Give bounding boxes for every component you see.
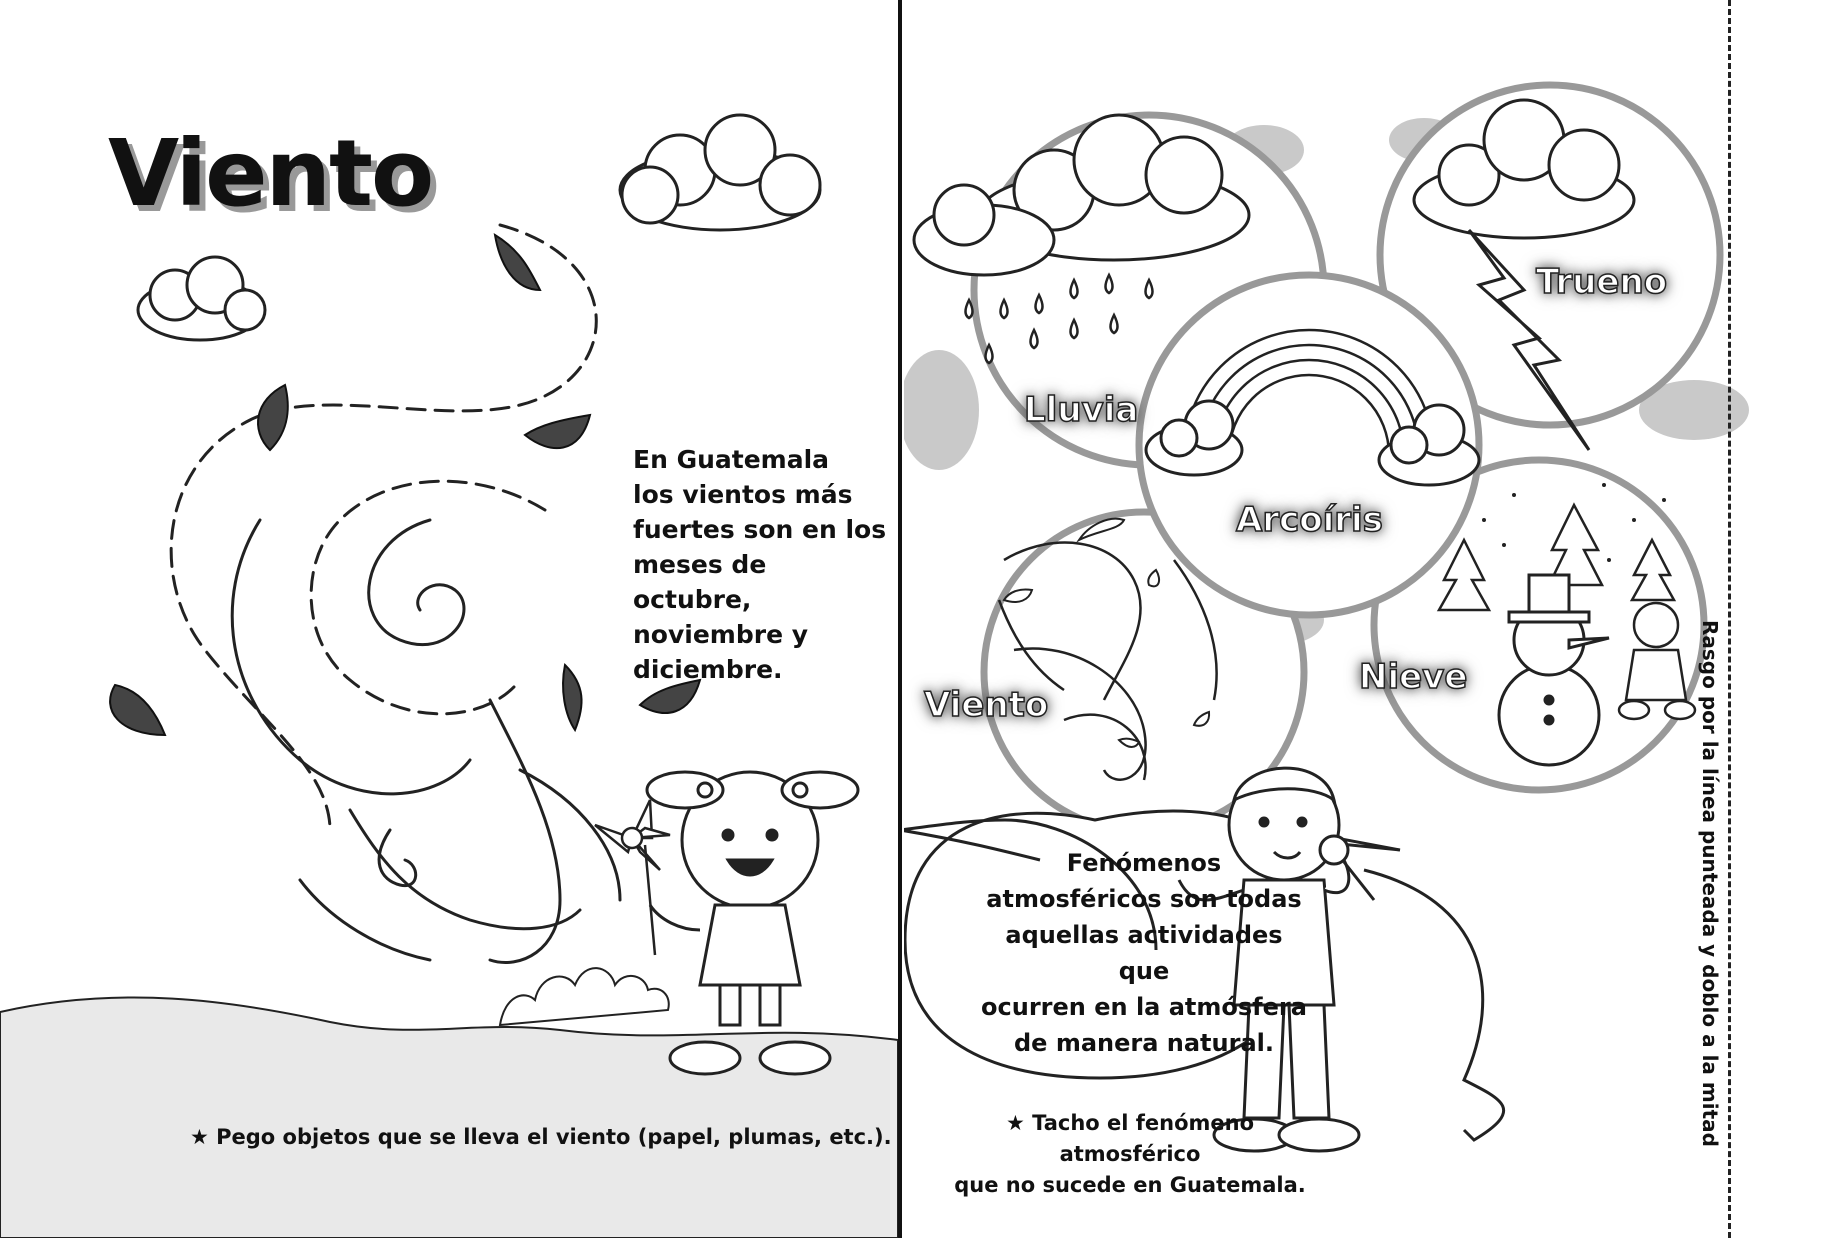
instruction-line: Tacho el fenómeno atmosférico: [1032, 1111, 1255, 1166]
girl-figure: [647, 772, 858, 1074]
description-line: En Guatemala: [633, 445, 830, 474]
fold-instruction: Rasgo por la línea punteada y doblo a la mitad: [1698, 620, 1722, 1147]
description-line: noviembre y: [633, 620, 809, 649]
bubble-text: [979, 845, 1309, 1061]
instruction-left: [190, 1125, 892, 1149]
pinwheel-icon: [595, 800, 670, 955]
description-line: diciembre.: [633, 655, 783, 684]
label-arcoiris: Arcoíris: [1236, 500, 1383, 540]
label-lluvia: Lluvia: [1024, 390, 1139, 430]
bubble-line: atmosféricos son todas: [986, 885, 1302, 913]
bubble-line: ocurren en la atmósfera: [981, 993, 1307, 1021]
page-title: Viento: [108, 120, 433, 227]
description-line: los vientos más: [633, 480, 853, 509]
bubble-line: aquellas actividades que: [1005, 921, 1283, 985]
description-line: fuertes son en los: [633, 515, 887, 544]
label-trueno: Trueno: [1536, 262, 1668, 302]
star-icon: ★: [1005, 1111, 1025, 1135]
wind-description: [633, 442, 893, 687]
label-viento: Viento: [924, 685, 1049, 725]
bubble-line: Fenómenos: [1066, 849, 1222, 877]
instruction-right: [950, 1108, 1310, 1201]
star-icon: ★: [190, 1125, 209, 1149]
cloud-icon: [620, 115, 820, 230]
wind-swirl: [232, 520, 620, 963]
ground-hill: [0, 997, 898, 1238]
dashed-cut-line: [1728, 0, 1731, 1238]
bush: [500, 968, 669, 1025]
instruction-line: que no sucede en Guatemala.: [954, 1173, 1306, 1197]
cloud-icon: [914, 115, 1249, 275]
description-line: meses de octubre,: [633, 550, 767, 614]
cloud-icon: [138, 257, 265, 340]
instruction-text: Pego objetos que se lleva el viento (papel, plumas, etc.).: [216, 1125, 892, 1149]
label-nieve: Nieve: [1359, 657, 1468, 697]
bubble-line: de manera natural.: [1014, 1029, 1274, 1057]
page-spine: [898, 0, 902, 1238]
circle-arcoiris: [1139, 275, 1479, 615]
left-page: [0, 0, 898, 1238]
